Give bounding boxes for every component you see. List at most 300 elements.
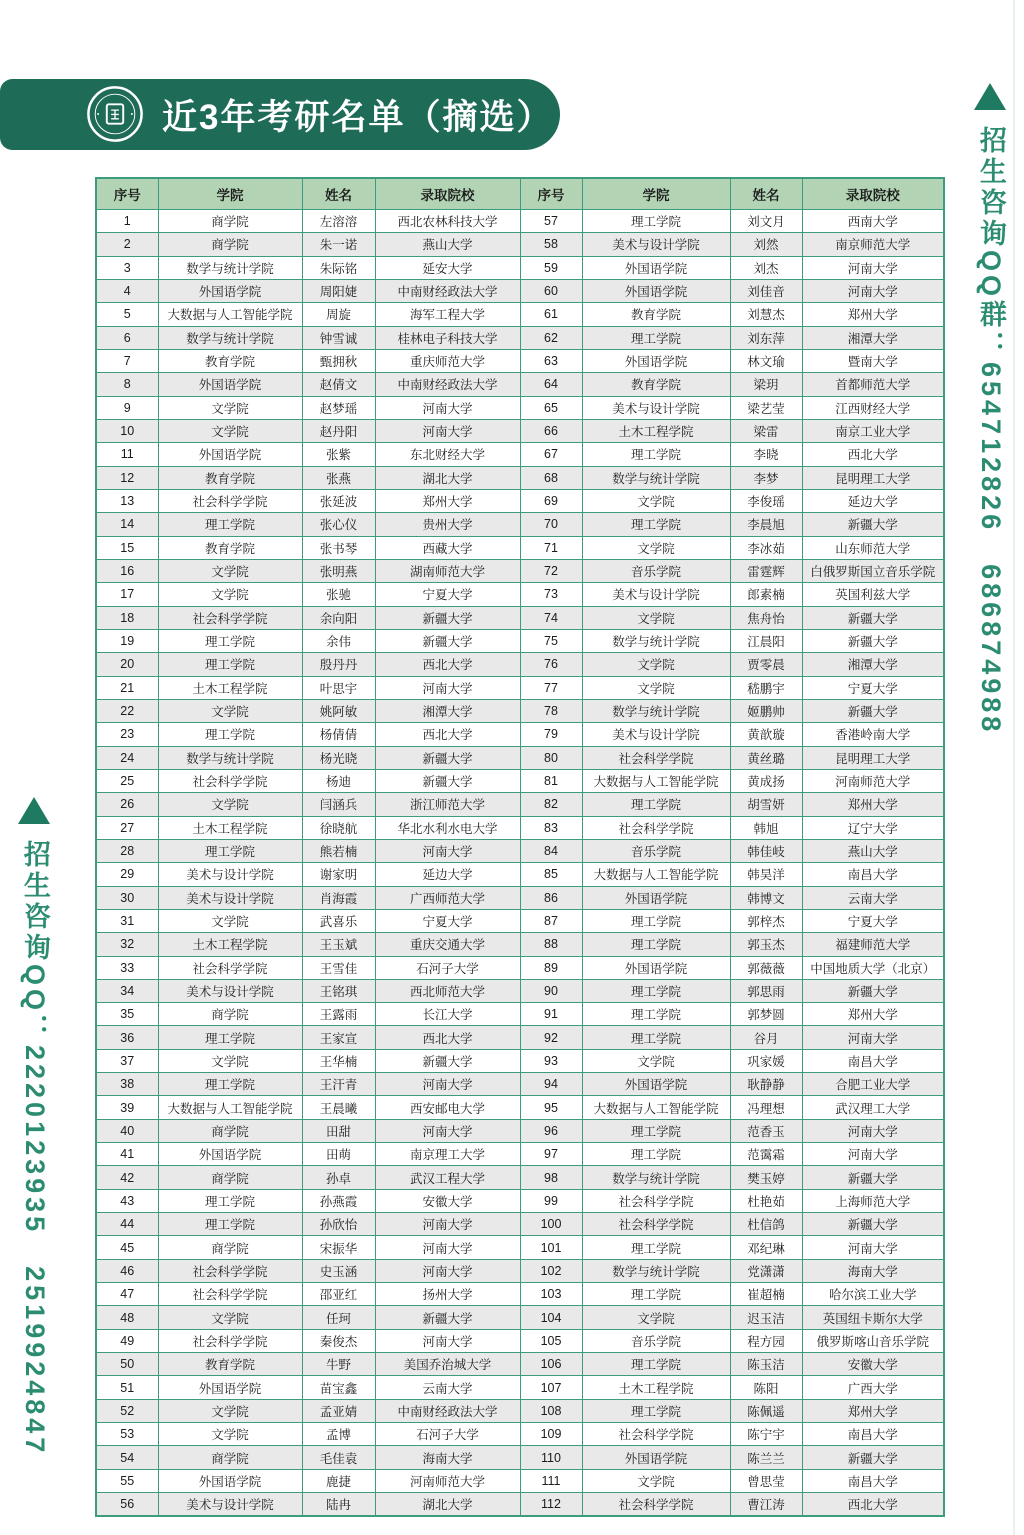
cell-number: 109 — [520, 1423, 582, 1446]
cell-university: 延边大学 — [375, 863, 520, 886]
cell-university: 扬州大学 — [375, 1283, 520, 1306]
cell-university: 郑州大学 — [802, 1399, 944, 1422]
cell-university: 郑州大学 — [802, 793, 944, 816]
cell-number: 7 — [96, 349, 158, 372]
cell-university: 云南大学 — [375, 1376, 520, 1399]
cell-university: 武汉理工大学 — [802, 1096, 944, 1119]
cell-university: 新疆大学 — [375, 1049, 520, 1072]
cell-number: 30 — [96, 886, 158, 909]
table-row — [96, 956, 944, 979]
cell-college: 数学与统计学院 — [582, 1259, 730, 1282]
cell-college: 商学院 — [158, 233, 302, 256]
cell-number: 55 — [96, 1469, 158, 1492]
cell-college: 理工学院 — [158, 1189, 302, 1212]
cell-name: 贾零晨 — [730, 653, 802, 676]
cell-name: 巩家媛 — [730, 1049, 802, 1072]
cell-name: 毛佳袁 — [302, 1446, 375, 1469]
table-row — [96, 1493, 944, 1517]
cell-college: 美术与设计学院 — [158, 979, 302, 1002]
cell-college: 商学院 — [158, 210, 302, 233]
cell-college: 文学院 — [158, 559, 302, 582]
cell-college: 外国语学院 — [582, 886, 730, 909]
cell-name: 田萌 — [302, 1143, 375, 1166]
cell-university: 南昌大学 — [802, 863, 944, 886]
cell-university: 郑州大学 — [375, 489, 520, 512]
cell-university: 安徽大学 — [375, 1189, 520, 1212]
cell-number: 43 — [96, 1189, 158, 1212]
cell-university: 浙江师范大学 — [375, 793, 520, 816]
cell-number: 75 — [520, 629, 582, 652]
table-row — [96, 1469, 944, 1492]
cell-college: 社会科学学院 — [582, 816, 730, 839]
cell-university: 河南大学 — [375, 1259, 520, 1282]
cell-university: 重庆交通大学 — [375, 933, 520, 956]
cell-college: 社会科学学院 — [158, 956, 302, 979]
cell-university: 上海师范大学 — [802, 1189, 944, 1212]
cell-name: 张心仪 — [302, 513, 375, 536]
cell-university: 中南财经政法大学 — [375, 373, 520, 396]
table-row — [96, 1236, 944, 1259]
cell-college: 外国语学院 — [158, 1469, 302, 1492]
cell-name: 宋振华 — [302, 1236, 375, 1259]
cell-name: 周旋 — [302, 303, 375, 326]
cell-number: 53 — [96, 1423, 158, 1446]
cell-college: 美术与设计学院 — [158, 863, 302, 886]
cell-university: 新疆大学 — [375, 1306, 520, 1329]
table-row — [96, 583, 944, 606]
cell-name: 张驰 — [302, 583, 375, 606]
table-row — [96, 653, 944, 676]
title-banner — [0, 79, 560, 150]
cell-name: 陆冉 — [302, 1493, 375, 1517]
cell-number: 21 — [96, 676, 158, 699]
table-row — [96, 863, 944, 886]
cell-number: 112 — [520, 1493, 582, 1517]
table-row — [96, 1026, 944, 1049]
table-header — [96, 178, 944, 210]
cell-college: 商学院 — [158, 1166, 302, 1189]
cell-number: 64 — [520, 373, 582, 396]
table-row — [96, 746, 944, 769]
cell-university: 河南大学 — [375, 396, 520, 419]
cell-college: 外国语学院 — [582, 349, 730, 372]
cell-university: 燕山大学 — [802, 839, 944, 862]
page-edge-line — [1013, 0, 1015, 1535]
cell-name: 武喜乐 — [302, 909, 375, 932]
cell-number: 72 — [520, 559, 582, 582]
cell-university: 河南师范大学 — [375, 1469, 520, 1492]
cell-college: 外国语学院 — [582, 1446, 730, 1469]
table-row — [96, 933, 944, 956]
cell-college: 理工学院 — [158, 839, 302, 862]
cell-university: 河南大学 — [375, 1236, 520, 1259]
cell-university: 南昌大学 — [802, 1423, 944, 1446]
cell-college: 土木工程学院 — [582, 1376, 730, 1399]
cell-college: 教育学院 — [582, 373, 730, 396]
cell-name: 范霭霜 — [730, 1143, 802, 1166]
cell-number: 68 — [520, 466, 582, 489]
cell-number: 111 — [520, 1469, 582, 1492]
cell-number: 107 — [520, 1376, 582, 1399]
cell-number: 90 — [520, 979, 582, 1002]
cell-number: 100 — [520, 1213, 582, 1236]
cell-college: 数学与统计学院 — [158, 326, 302, 349]
cell-name: 郭玉杰 — [730, 933, 802, 956]
table-row — [96, 233, 944, 256]
table-row — [96, 396, 944, 419]
cell-number: 12 — [96, 466, 158, 489]
cell-name: 苗宝鑫 — [302, 1376, 375, 1399]
cell-university: 安徽大学 — [802, 1353, 944, 1376]
cell-university: 昆明理工大学 — [802, 466, 944, 489]
column-header: 姓名 — [730, 178, 802, 210]
cell-college: 理工学院 — [582, 909, 730, 932]
cell-college: 音乐学院 — [582, 559, 730, 582]
cell-name: 樊玉婷 — [730, 1166, 802, 1189]
cell-name: 姬鹏帅 — [730, 699, 802, 722]
cell-college: 外国语学院 — [158, 279, 302, 302]
column-header: 序号 — [520, 178, 582, 210]
cell-number: 23 — [96, 723, 158, 746]
cell-university: 华北水利水电大学 — [375, 816, 520, 839]
cell-college: 理工学院 — [582, 1236, 730, 1259]
cell-number: 96 — [520, 1119, 582, 1142]
cell-college: 理工学院 — [158, 1073, 302, 1096]
cell-name: 赵梦瑶 — [302, 396, 375, 419]
cell-number: 89 — [520, 956, 582, 979]
cell-university: 福建师范大学 — [802, 933, 944, 956]
cell-name: 郎素楠 — [730, 583, 802, 606]
cell-college: 音乐学院 — [582, 1329, 730, 1352]
cell-name: 牛野 — [302, 1353, 375, 1376]
cell-college: 美术与设计学院 — [582, 396, 730, 419]
cell-university: 新疆大学 — [375, 629, 520, 652]
cell-university: 燕山大学 — [375, 233, 520, 256]
cell-college: 文学院 — [582, 606, 730, 629]
cell-college: 理工学院 — [582, 1026, 730, 1049]
cell-university: 河南师范大学 — [802, 769, 944, 792]
cell-college: 土木工程学院 — [158, 676, 302, 699]
cell-number: 42 — [96, 1166, 158, 1189]
cell-number: 58 — [520, 233, 582, 256]
table-row — [96, 536, 944, 559]
table-row — [96, 629, 944, 652]
cell-number: 44 — [96, 1213, 158, 1236]
cell-university: 湖北大学 — [375, 466, 520, 489]
qq-group-sidebar — [974, 83, 1006, 735]
cell-name: 党潇潇 — [730, 1259, 802, 1282]
cell-university: 南昌大学 — [802, 1469, 944, 1492]
cell-number: 110 — [520, 1446, 582, 1469]
cell-number: 27 — [96, 816, 158, 839]
cell-name: 黄丝璐 — [730, 746, 802, 769]
cell-college: 外国语学院 — [158, 1376, 302, 1399]
cell-college: 理工学院 — [582, 1283, 730, 1306]
cell-name: 余伟 — [302, 629, 375, 652]
cell-university: 广西师范大学 — [375, 886, 520, 909]
cell-name: 胡雪妍 — [730, 793, 802, 816]
cell-number: 10 — [96, 419, 158, 442]
cell-name: 梁雷 — [730, 419, 802, 442]
cell-university: 西藏大学 — [375, 536, 520, 559]
cell-university: 宁夏大学 — [375, 583, 520, 606]
cell-college: 文学院 — [158, 1049, 302, 1072]
cell-name: 黄成扬 — [730, 769, 802, 792]
table-row — [96, 443, 944, 466]
cell-number: 87 — [520, 909, 582, 932]
cell-number: 91 — [520, 1003, 582, 1026]
cell-university: 延安大学 — [375, 256, 520, 279]
cell-number: 99 — [520, 1189, 582, 1212]
cell-name: 王华楠 — [302, 1049, 375, 1072]
qq-text: 招生咨询QQ：2220123935 2519924847 — [19, 840, 50, 1457]
cell-number: 80 — [520, 746, 582, 769]
cell-university: 宁夏大学 — [802, 909, 944, 932]
cell-name: 王铭琪 — [302, 979, 375, 1002]
cell-college: 美术与设计学院 — [158, 886, 302, 909]
cell-university: 美国乔治城大学 — [375, 1353, 520, 1376]
cell-university: 湖北大学 — [375, 1493, 520, 1517]
cell-name: 李晨旭 — [730, 513, 802, 536]
cell-college: 社会科学学院 — [158, 606, 302, 629]
cell-university: 南京理工大学 — [375, 1143, 520, 1166]
table-row — [96, 279, 944, 302]
table-row — [96, 1213, 944, 1236]
cell-name: 王汗青 — [302, 1073, 375, 1096]
column-header: 学院 — [582, 178, 730, 210]
cell-college: 数学与统计学院 — [582, 629, 730, 652]
cell-number: 45 — [96, 1236, 158, 1259]
cell-number: 19 — [96, 629, 158, 652]
cell-number: 26 — [96, 793, 158, 816]
table-row — [96, 559, 944, 582]
cell-number: 31 — [96, 909, 158, 932]
cell-number: 51 — [96, 1376, 158, 1399]
cell-college: 社会科学学院 — [582, 1189, 730, 1212]
cell-university: 海南大学 — [802, 1259, 944, 1282]
cell-number: 52 — [96, 1399, 158, 1422]
cell-name: 陈兰兰 — [730, 1446, 802, 1469]
up-triangle-icon — [18, 797, 50, 824]
cell-name: 曾思莹 — [730, 1469, 802, 1492]
cell-number: 25 — [96, 769, 158, 792]
cell-name: 任珂 — [302, 1306, 375, 1329]
cell-university: 白俄罗斯国立音乐学院 — [802, 559, 944, 582]
cell-university: 新疆大学 — [802, 979, 944, 1002]
cell-college: 大数据与人工智能学院 — [582, 863, 730, 886]
cell-number: 101 — [520, 1236, 582, 1259]
cell-college: 美术与设计学院 — [582, 233, 730, 256]
cell-number: 17 — [96, 583, 158, 606]
cell-name: 范香玉 — [730, 1119, 802, 1142]
cell-university: 河南大学 — [802, 1143, 944, 1166]
column-header: 录取院校 — [375, 178, 520, 210]
table-row — [96, 769, 944, 792]
cell-college: 数学与统计学院 — [158, 256, 302, 279]
cell-university: 昆明理工大学 — [802, 746, 944, 769]
table-row — [96, 1143, 944, 1166]
cell-number: 33 — [96, 956, 158, 979]
table-row — [96, 909, 944, 932]
cell-college: 文学院 — [158, 909, 302, 932]
cell-name: 陈玉洁 — [730, 1353, 802, 1376]
cell-name: 韩佳岐 — [730, 839, 802, 862]
cell-name: 崔超楠 — [730, 1283, 802, 1306]
cell-name: 史玉涵 — [302, 1259, 375, 1282]
table-row — [96, 816, 944, 839]
cell-name: 赵倩文 — [302, 373, 375, 396]
header-row — [96, 178, 944, 210]
cell-university: 新疆大学 — [802, 1213, 944, 1236]
cell-name: 邓纪琳 — [730, 1236, 802, 1259]
cell-college: 数学与统计学院 — [582, 699, 730, 722]
cell-name: 余向阳 — [302, 606, 375, 629]
cell-name: 秦俊杰 — [302, 1329, 375, 1352]
cell-college: 外国语学院 — [158, 373, 302, 396]
cell-number: 66 — [520, 419, 582, 442]
cell-name: 左溶溶 — [302, 210, 375, 233]
cell-university: 宁夏大学 — [802, 676, 944, 699]
cell-university: 河南大学 — [375, 1329, 520, 1352]
cell-number: 95 — [520, 1096, 582, 1119]
cell-name: 姚阿敏 — [302, 699, 375, 722]
cell-name: 朱一诺 — [302, 233, 375, 256]
cell-university: 俄罗斯喀山音乐学院 — [802, 1329, 944, 1352]
cell-university: 南京师范大学 — [802, 233, 944, 256]
cell-university: 西北农林科技大学 — [375, 210, 520, 233]
cell-college: 大数据与人工智能学院 — [158, 1096, 302, 1119]
cell-university: 石河子大学 — [375, 956, 520, 979]
qq-sidebar — [18, 797, 50, 1456]
cell-college: 教育学院 — [158, 349, 302, 372]
cell-name: 闫涵兵 — [302, 793, 375, 816]
cell-number: 92 — [520, 1026, 582, 1049]
cell-number: 46 — [96, 1259, 158, 1282]
table-row — [96, 349, 944, 372]
cell-college: 教育学院 — [158, 466, 302, 489]
cell-name: 江晨阳 — [730, 629, 802, 652]
cell-college: 理工学院 — [582, 1143, 730, 1166]
column-header: 录取院校 — [802, 178, 944, 210]
cell-number: 36 — [96, 1026, 158, 1049]
cell-college: 美术与设计学院 — [582, 583, 730, 606]
cell-name: 刘佳音 — [730, 279, 802, 302]
cell-name: 谢家明 — [302, 863, 375, 886]
cell-number: 71 — [520, 536, 582, 559]
cell-name: 雷霆辉 — [730, 559, 802, 582]
cell-college: 文学院 — [158, 583, 302, 606]
cell-university: 武汉工程大学 — [375, 1166, 520, 1189]
table-row — [96, 1189, 944, 1212]
cell-university: 河南大学 — [375, 839, 520, 862]
cell-university: 河南大学 — [375, 676, 520, 699]
cell-number: 11 — [96, 443, 158, 466]
cell-college: 文学院 — [158, 1399, 302, 1422]
cell-name: 李俊瑶 — [730, 489, 802, 512]
cell-college: 社会科学学院 — [158, 769, 302, 792]
cell-college: 外国语学院 — [582, 256, 730, 279]
admission-table — [95, 177, 945, 1517]
cell-number: 77 — [520, 676, 582, 699]
cell-name: 郭思雨 — [730, 979, 802, 1002]
cell-college: 理工学院 — [582, 933, 730, 956]
cell-number: 74 — [520, 606, 582, 629]
cell-university: 中南财经政法大学 — [375, 1399, 520, 1422]
cell-name: 郭梓杰 — [730, 909, 802, 932]
cell-college: 外国语学院 — [158, 1143, 302, 1166]
cell-university: 暨南大学 — [802, 349, 944, 372]
cell-college: 美术与设计学院 — [582, 723, 730, 746]
cell-university: 新疆大学 — [802, 699, 944, 722]
cell-college: 数学与统计学院 — [582, 1166, 730, 1189]
cell-number: 3 — [96, 256, 158, 279]
cell-name: 孙欣怡 — [302, 1213, 375, 1236]
cell-university: 西南大学 — [802, 210, 944, 233]
table-row — [96, 1423, 944, 1446]
cell-name: 王晨曦 — [302, 1096, 375, 1119]
cell-university: 郑州大学 — [802, 1003, 944, 1026]
table-row — [96, 1049, 944, 1072]
cell-name: 杨光晓 — [302, 746, 375, 769]
page-title: 近3年考研名单（摘选） — [162, 97, 554, 137]
cell-name: 叶思宇 — [302, 676, 375, 699]
table-row — [96, 513, 944, 536]
column-header: 姓名 — [302, 178, 375, 210]
cell-university: 海军工程大学 — [375, 303, 520, 326]
cell-name: 迟玉洁 — [730, 1306, 802, 1329]
cell-name: 杜信鸽 — [730, 1213, 802, 1236]
cell-college: 大数据与人工智能学院 — [582, 1096, 730, 1119]
table-row — [96, 373, 944, 396]
cell-name: 钟雪诚 — [302, 326, 375, 349]
cell-number: 84 — [520, 839, 582, 862]
cell-name: 刘杰 — [730, 256, 802, 279]
cell-number: 82 — [520, 793, 582, 816]
cell-number: 65 — [520, 396, 582, 419]
cell-number: 83 — [520, 816, 582, 839]
cell-college: 理工学院 — [582, 793, 730, 816]
cell-number: 104 — [520, 1306, 582, 1329]
cell-name: 杜艳茹 — [730, 1189, 802, 1212]
cell-college: 理工学院 — [582, 1119, 730, 1142]
cell-college: 理工学院 — [582, 513, 730, 536]
cell-university: 英国利兹大学 — [802, 583, 944, 606]
cell-number: 50 — [96, 1353, 158, 1376]
cell-name: 杨倩倩 — [302, 723, 375, 746]
cell-number: 62 — [520, 326, 582, 349]
cell-college: 理工学院 — [582, 1399, 730, 1422]
cell-name: 张书琴 — [302, 536, 375, 559]
cell-name: 曹江涛 — [730, 1493, 802, 1517]
cell-name: 郭梦圆 — [730, 1003, 802, 1026]
cell-college: 音乐学院 — [582, 839, 730, 862]
cell-university: 西北大学 — [375, 1026, 520, 1049]
cell-college: 文学院 — [158, 1306, 302, 1329]
cell-name: 周阳婕 — [302, 279, 375, 302]
table-row — [96, 1446, 944, 1469]
table-row — [96, 886, 944, 909]
cell-name: 邵亚红 — [302, 1283, 375, 1306]
cell-name: 郭薇薇 — [730, 956, 802, 979]
column-header: 学院 — [158, 178, 302, 210]
table-row — [96, 1376, 944, 1399]
cell-name: 赵丹阳 — [302, 419, 375, 442]
cell-number: 60 — [520, 279, 582, 302]
cell-university: 湘潭大学 — [375, 699, 520, 722]
cell-college: 商学院 — [158, 1119, 302, 1142]
cell-name: 陈佩遥 — [730, 1399, 802, 1422]
table-row — [96, 1003, 944, 1026]
